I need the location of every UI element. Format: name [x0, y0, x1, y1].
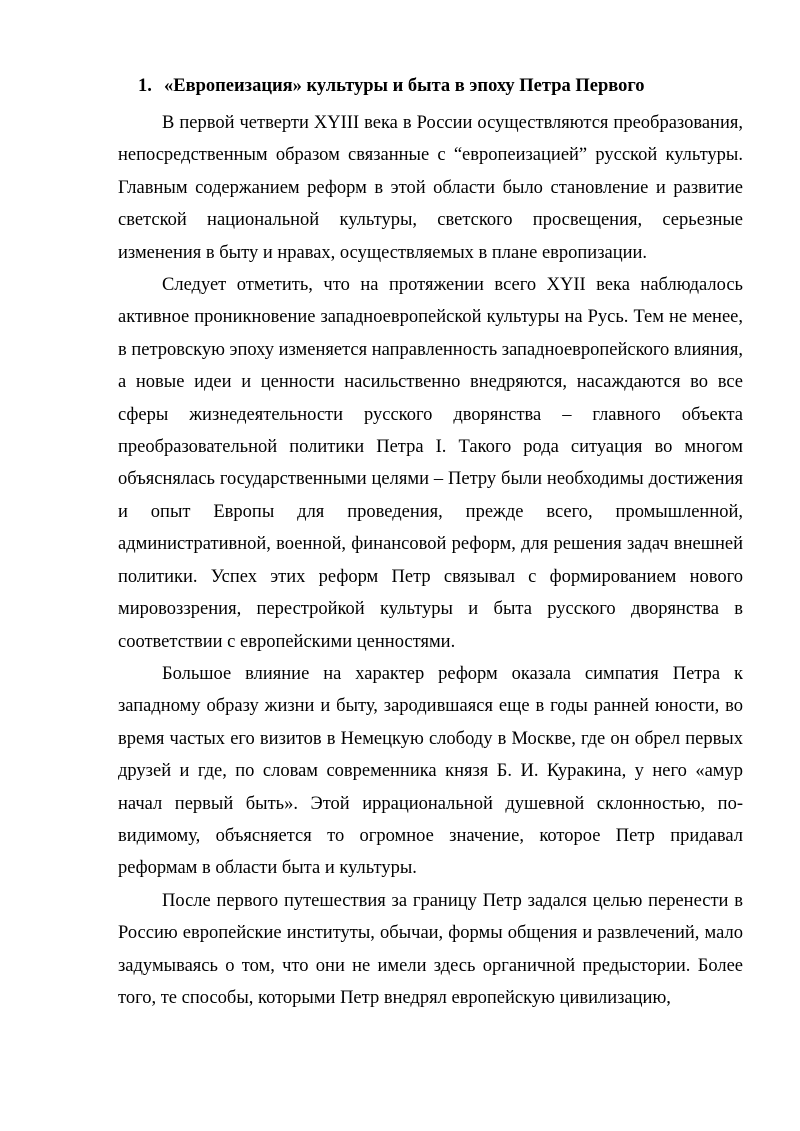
- section-title: «Европеизация» культуры и быта в эпоху Петра Первого: [164, 76, 645, 96]
- paragraph: Большое влияние на характер реформ оказала симпатия Петра к западному образу жизни и быту, зародившаяся еще в годы ранней юности, во время частых его визитов в Немецкую слободу в Москве, где он обрел первых друзей и где, по словам современника князя Б. И. Куракина, у него «амур начал первый быть». Этой иррациональной душевной склонностью, по-видимому, объясняется то огромное значение, которое Петр придавал реформам в области быта и культуры.: [118, 663, 743, 879]
- paragraph: После первого путешествия за границу Петр задался целью перенести в Россию европейские институты, обычаи, формы общения и развлечений, мало задумываясь о том, что они не имели здесь органичной предыстории. Более того, те способы, которыми Петр внедрял европейскую цивилизацию,: [118, 890, 743, 1008]
- section-heading: [138, 73, 645, 99]
- paragraph: В первой четверти XYIII века в России осуществляются преобразования, непосредственным образом связанные с “европеизацией” русской культуры. Главным содержанием реформ в этой области было становление и развитие светской национальной культуры, светского просвещения, серьезные изменения в быту и нравах, осуществляемых в плане европизации.: [118, 113, 743, 263]
- body-text: [118, 107, 743, 1014]
- section-number: 1.: [138, 76, 152, 96]
- paragraph: Следует отметить, что на протяжении всего XYII века наблюдалось активное проникновение западноевропейской культуры на Русь. Тем не менее, в петровскую эпоху изменяется направленность западноевропейского влияния, а новые идеи и ценности насильственно внедряются, насаждаются во все сферы жизнедеятельности русского дворянства – главного объекта преобразовательной политики Петра I. Такого рода ситуация во многом объяснялась государственными целями – Петру были необходимы достижения и опыт Европы для проведения, прежде всего, промышленной, административной, военной, финансовой реформ, для решения задач внешней политики. Успех этих реформ Петр связывал с формированием нового мировоззрения, перестройкой культуры и быта русского дворянства в соответствии с европейскими ценностями.: [118, 275, 743, 652]
